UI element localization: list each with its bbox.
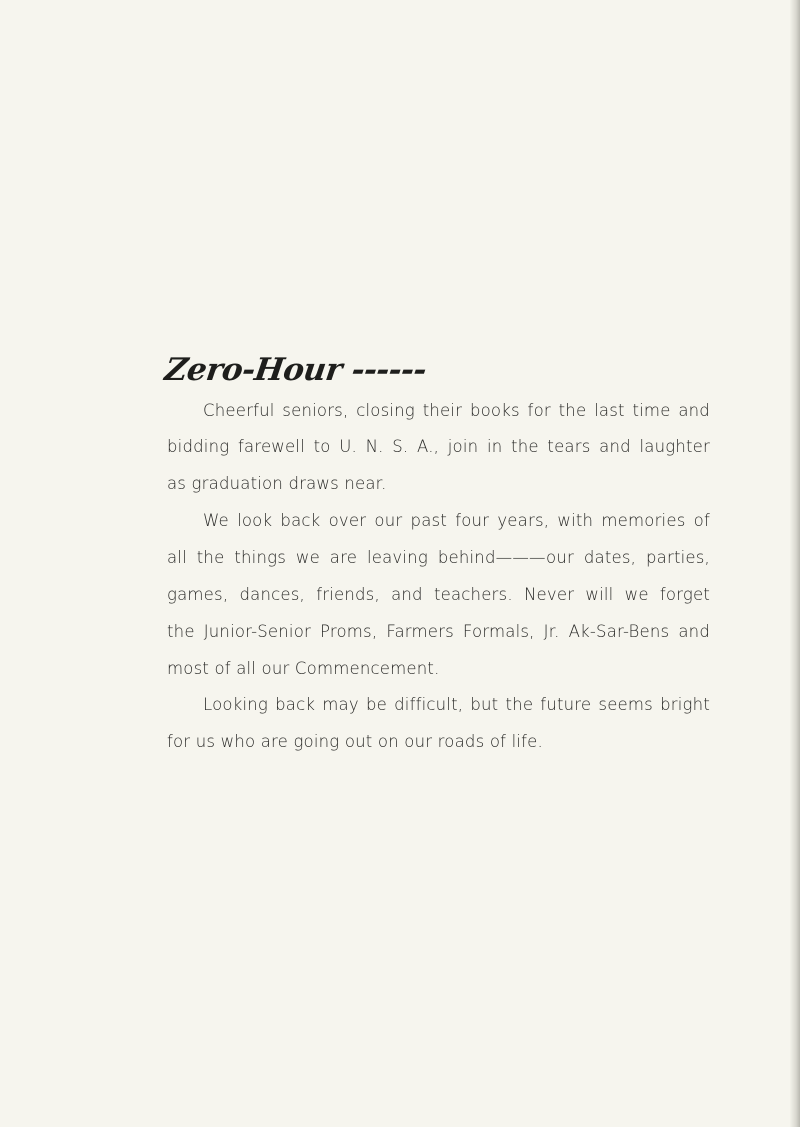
text-line: bidding farewell to U. N. S. A., join in the tears and laughter <box>167 437 710 456</box>
text-line: for us who are going out on our roads of life. <box>167 732 543 751</box>
text-line: all the things we are leaving behind———our dates, parties, <box>167 548 710 567</box>
text-line: Looking back may be difficult, but the future seems bright <box>203 695 710 714</box>
text-line: Cheerful seniors, closing their books for the last time and <box>203 401 710 420</box>
text-line: as graduation draws near. <box>167 474 387 493</box>
text-line: most of all our Commencement. <box>167 659 440 678</box>
text-line: games, dances, friends, and teachers. Never will we forget <box>167 585 710 604</box>
page-edge-shadow <box>790 0 800 1127</box>
text-line: We look back over our past four years, with memories of <box>203 511 710 530</box>
text-line: the Junior-Senior Proms, Farmers Formals, Jr. Ak-Sar-Bens and <box>167 622 710 641</box>
page-title: Zero-Hour ------ <box>162 352 429 388</box>
